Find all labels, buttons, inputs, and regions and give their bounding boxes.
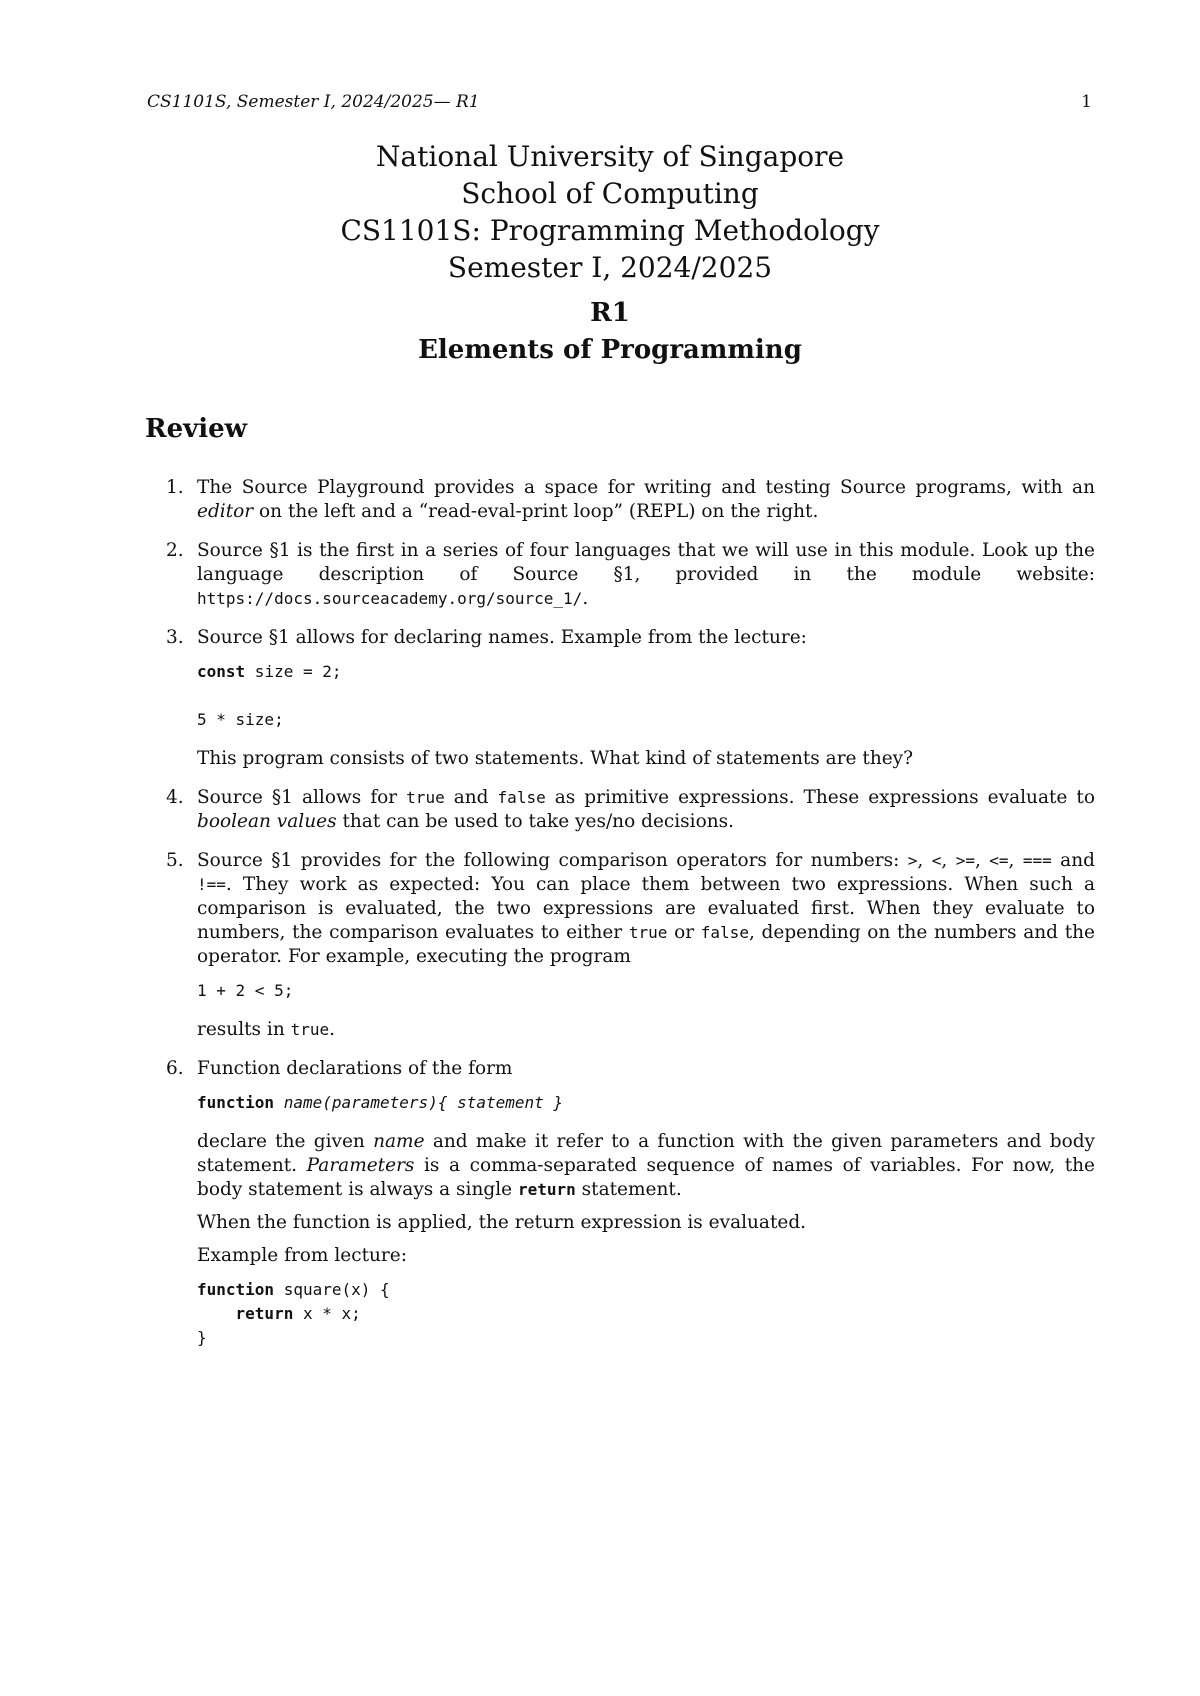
code-example [197,660,1095,732]
text-run: statement. [575,1179,682,1200]
running-title: CS1101S, Semester I, 2024/2025— R1 [147,92,480,112]
text-run: , [941,850,956,871]
text-run: Source §1 is the first in a series of four languages that we will use in this module. Look up the language description of Source §1, provided in the module website: [197,540,1095,585]
list-item [145,786,1095,834]
emphasis: editor [197,501,254,522]
text-run: The Source Playground provides a space for writing and testing Source programs, with an [197,477,1095,498]
semester: Semester I, 2024/2025 [447,251,773,284]
text-run: and [444,787,498,808]
code-indent [197,1304,236,1323]
inline-code: <= [989,851,1009,870]
item-number: 6. [166,1058,184,1079]
document-code: R1 [590,298,630,328]
item-text: Source §1 allows for declaring names. Example from the lecture: [197,627,807,648]
running-header [147,92,1092,112]
text-run: that can be used to take yes/no decisions. [336,811,735,832]
text-run: and make it refer to a function with the given parameters and body statement. [197,1131,1096,1176]
inline-code: false [497,788,546,807]
code-syntax [197,1091,1095,1115]
text-run: Source §1 allows for [197,787,407,808]
list-item [145,539,1095,611]
item-text: Example from lecture: [197,1245,407,1266]
code-example: 1 + 2 < 5; [197,981,294,1000]
inline-code: > [907,851,918,870]
inline-code: >= [955,851,975,870]
item-text [197,849,1095,969]
inline-code: true [628,923,668,942]
emphasis: Parameters [306,1155,415,1176]
inline-code: return [517,1180,576,1199]
code-line: size = 2; [245,662,342,681]
inline-code: false [700,923,749,942]
text-run: , depending on the numbers and the operator. For example, executing the program [197,922,1095,967]
emphasis: boolean values [197,811,337,832]
text-run: . They work as expected: You can place them between two expressions. When such a comparison is evaluated, the two expressions are evaluated first. When they evaluate to numbers, the comparison evaluates to either [197,874,1095,943]
code-line: square(x) { [274,1280,390,1299]
item-text [197,1018,1095,1042]
item-number: 5. [166,850,184,871]
item-text: When the function is applied, the return expression is evaluated. [197,1212,807,1233]
text-run: declare the given [197,1131,374,1152]
text-run: . [329,1019,336,1040]
text-run: is a comma-separated sequence of names of variables. For now, the body statement is always a single [197,1155,1095,1200]
document-subtitle: Elements of Programming [418,335,802,365]
text-run: , [974,850,990,871]
inline-code: !== [197,875,226,894]
item-text [197,786,1095,834]
item-text: Function declarations of the form [197,1058,513,1079]
course-name: CS1101S: Programming Methodology [340,214,880,247]
code-keyword: function [197,1280,275,1299]
code-example [197,1278,1095,1350]
page-number: 1 [1081,92,1092,112]
list-item [145,476,1095,524]
text-run: , [917,850,932,871]
code-keyword: const [197,662,246,681]
text-run: . [582,588,589,609]
review-list [145,476,1095,1350]
list-item [145,1057,1095,1350]
item-number: 1. [166,477,184,498]
text-run: or [667,922,701,943]
text-run: Source §1 provides for the following comparison operators for numbers: [197,850,908,871]
item-text: This program consists of two statements. What kind of statements are they? [197,748,914,769]
docs-link[interactable]: https://docs.sourceacademy.org/source_1/ [197,589,583,608]
item-number: 2. [166,540,184,561]
text-run: as primitive expressions. These expressions evaluate to [545,787,1095,808]
code-line: name(parameters){ statement } [274,1093,564,1112]
text-run: on the left and a “read-eval-print loop” (REPL) on the right. [253,501,819,522]
text-run: , [1008,850,1023,871]
text-run: and [1051,850,1095,871]
university-name: National University of Singapore [375,140,845,173]
code-line: 5 * size; [197,710,284,729]
title-block [0,138,1200,286]
code-keyword: function [197,1093,275,1112]
inline-code: < [931,851,942,870]
code-line: x * x; [293,1304,361,1323]
item-text [197,539,1095,611]
item-number: 4. [166,787,184,808]
emphasis: name [373,1131,425,1152]
item-text [197,1130,1095,1202]
inline-code: === [1022,851,1052,870]
list-item [145,849,1095,1042]
school-name: School of Computing [461,177,759,210]
text-run: results in [197,1019,291,1040]
section-heading: Review [145,414,248,444]
item-text [197,476,1095,524]
list-item [145,626,1095,771]
code-line: } [197,1328,207,1347]
code-keyword: return [235,1304,294,1323]
item-number: 3. [166,627,184,648]
inline-code: true [290,1020,330,1039]
inline-code: true [406,788,445,807]
